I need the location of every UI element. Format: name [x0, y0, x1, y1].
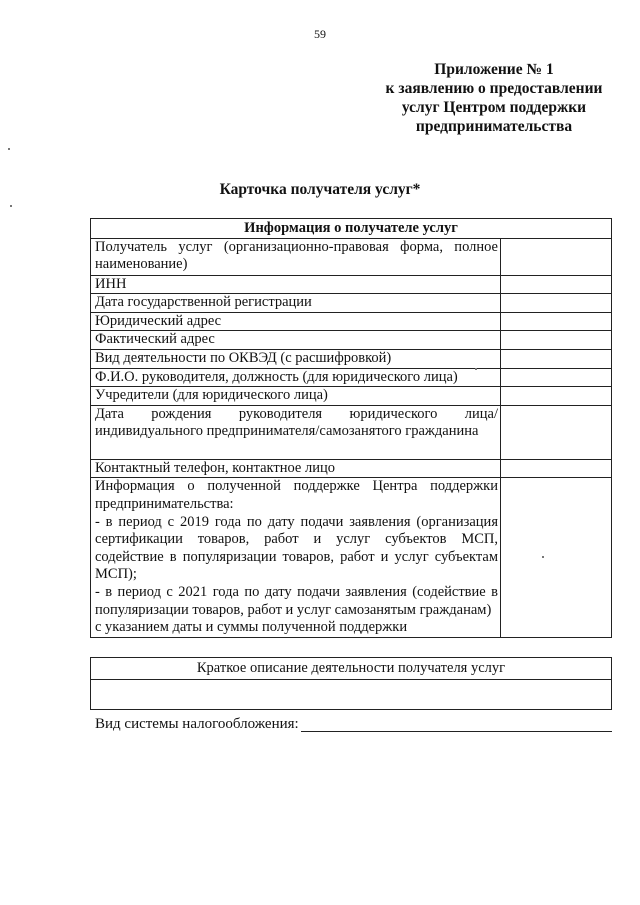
table-row [91, 387, 612, 406]
row-value [501, 405, 612, 459]
support-info-note: с указанием даты и суммы полученной поддержки [95, 619, 408, 636]
row-label: Вид деятельности по ОКВЭД (с расшифровкой) [91, 349, 501, 368]
row-value [501, 478, 612, 637]
table-header: Информация о получателе услуг [91, 219, 612, 239]
table-header: Краткое описание деятельности получателя услуг [91, 658, 612, 680]
table-header-row [91, 219, 612, 239]
appendix-line: услуг Центром поддержки [401, 99, 587, 116]
support-info-item: - в период с 2021 года по дату подачи заявления (содействие в популяризации товаров, работ и услуг самозанятым гражданам) [95, 583, 498, 618]
tax-system-label: Вид системы налогообложения: [95, 716, 299, 732]
table-row [91, 331, 612, 350]
table-header-row [91, 658, 612, 680]
support-info-intro: Информация о полученной поддержке Центра поддержки предпринимательства: [95, 478, 498, 512]
support-info-item: - в период с 2019 года по дату подачи заявления (организация сертификации товаров, работ и услуг субъектов МСП, содействие в популяризации товаров, работ и услуг субъектам МСП); [95, 513, 498, 583]
table-row [91, 405, 612, 459]
row-value [501, 275, 612, 294]
row-label: Юридический адрес [91, 312, 501, 331]
tax-system-field [95, 716, 612, 733]
table-row [91, 680, 612, 710]
row-label: Фактический адрес [91, 331, 501, 350]
description-value [91, 680, 612, 710]
row-label: Контактный телефон, контактное лицо [91, 459, 501, 478]
table-row [91, 275, 612, 294]
row-value [501, 459, 612, 478]
scan-speck [10, 205, 12, 207]
row-value [501, 331, 612, 350]
scan-speck [8, 148, 10, 150]
row-label: Дата государственной регистрации [91, 294, 501, 313]
table-row [91, 368, 612, 387]
row-value [501, 312, 612, 331]
row-label: ИНН [91, 275, 501, 294]
recipient-info-table [90, 218, 612, 638]
table-row [91, 459, 612, 478]
row-value [501, 238, 612, 275]
table-row-support-info [91, 478, 612, 637]
row-label: Ф.И.О. руководителя, должность (для юридического лица) [91, 368, 501, 387]
row-value [501, 349, 612, 368]
table-row [91, 349, 612, 368]
activity-description-table [90, 657, 612, 710]
appendix-line: Приложение № 1 [434, 61, 554, 78]
appendix-heading [380, 60, 608, 136]
row-label: Получатель услуг (организационно-правовая форма, полное наименование) [91, 238, 501, 275]
row-label: Учредители (для юридического лица) [91, 387, 501, 406]
row-value [501, 368, 612, 387]
row-value [501, 294, 612, 313]
appendix-line: к заявлению о предоставлении [385, 80, 603, 97]
table-row [91, 312, 612, 331]
page-number: 59 [314, 27, 326, 41]
tax-system-value-line [301, 716, 612, 732]
scan-speck [542, 556, 544, 558]
appendix-line: предпринимательства [415, 118, 573, 135]
support-info-label [91, 478, 501, 637]
table-row [91, 294, 612, 313]
card-title: Карточка получателя услуг* [219, 181, 421, 198]
scan-speck [475, 368, 477, 370]
row-value [501, 387, 612, 406]
table-row [91, 238, 612, 275]
row-label: Дата рождения руководителя юридического лица/индивидуального предпринимателя/самозанятого гражданина [91, 405, 501, 459]
